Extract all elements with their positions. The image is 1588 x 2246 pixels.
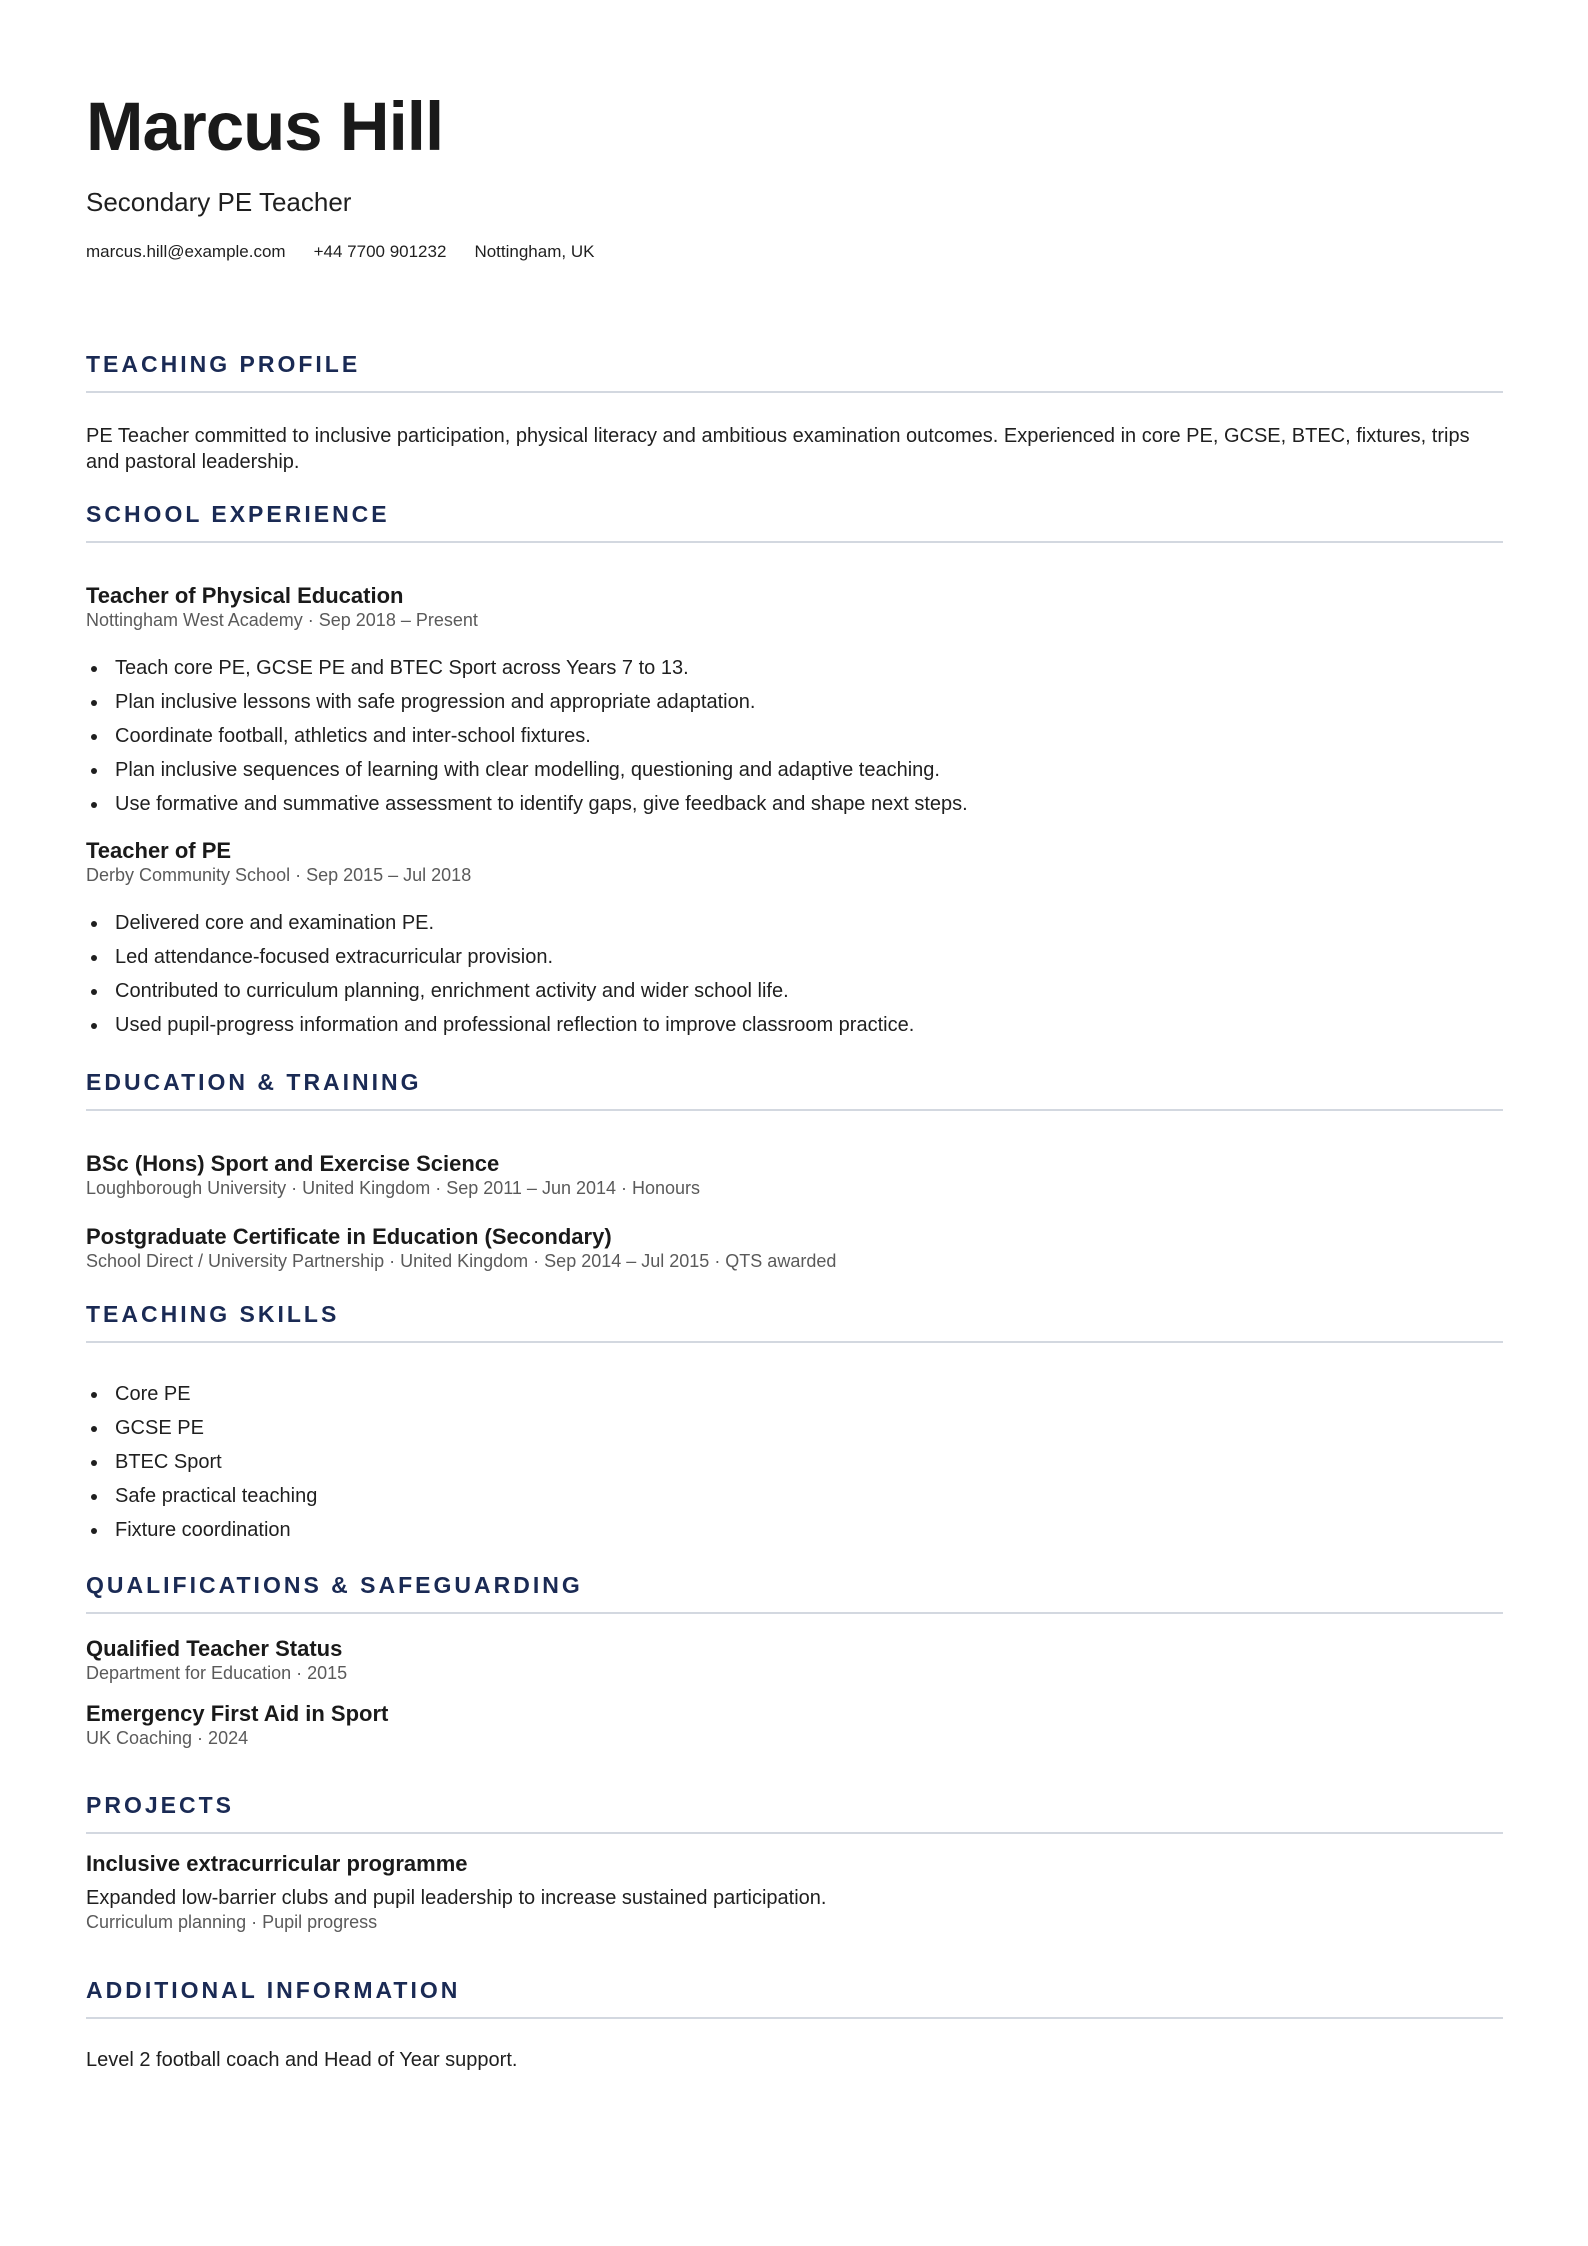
job-title: Teacher of Physical Education (86, 583, 404, 609)
qualification-entry (86, 1701, 1503, 1749)
qualification-title: Qualified Teacher Status (86, 1636, 343, 1662)
project-entry (86, 1851, 1503, 1933)
job-entry (86, 838, 1503, 1042)
contact-email[interactable]: marcus.hill@example.com (86, 242, 286, 262)
section-additional-information (86, 1977, 1503, 2073)
education-entry (86, 1224, 1503, 1272)
section-qualifications (86, 1572, 1503, 1749)
list-item: Teach core PE, GCSE PE and BTEC Sport across Years 7 to 13. (115, 651, 1503, 685)
project-meta: Curriculum planning · Pupil progress (86, 1912, 378, 1933)
degree-title: BSc (Hons) Sport and Exercise Science (86, 1151, 500, 1177)
profile-summary: PE Teacher committed to inclusive participation, physical literacy and ambitious examination outcomes. Experienced in core PE, GCSE, BTEC, fixtures, trips and pastoral leadership. (86, 425, 1470, 474)
contact-phone[interactable]: +44 7700 901232 (313, 242, 447, 262)
section-heading: SCHOOL EXPERIENCE (86, 501, 1503, 543)
section-heading: QUALIFICATIONS & SAFEGUARDING (86, 1572, 1503, 1614)
section-heading: TEACHING PROFILE (86, 351, 1503, 393)
list-item: Plan inclusive lessons with safe progression and appropriate adaptation. (115, 685, 1503, 719)
section-teaching-skills (86, 1301, 1503, 1547)
additional-text: Level 2 football coach and Head of Year support. (86, 2049, 518, 2072)
section-heading: TEACHING SKILLS (86, 1301, 1503, 1343)
skills-list (86, 1377, 1503, 1547)
qualification-entry (86, 1636, 1503, 1684)
job-bullets (86, 651, 1503, 821)
job-entry (86, 583, 1503, 821)
list-item: Delivered core and examination PE. (115, 906, 1503, 940)
job-meta: Derby Community School · Sep 2015 – Jul 2018 (86, 865, 472, 886)
resume-header (86, 88, 1503, 262)
section-teaching-profile (86, 351, 1503, 475)
section-education (86, 1069, 1503, 1272)
degree-meta: School Direct / University Partnership · United Kingdom · Sep 2014 – Jul 2015 · QTS awarded (86, 1251, 837, 1272)
degree-title: Postgraduate Certificate in Education (Secondary) (86, 1224, 612, 1250)
list-item: Led attendance-focused extracurricular provision. (115, 940, 1503, 974)
section-heading: PROJECTS (86, 1792, 1503, 1834)
education-entry (86, 1151, 1503, 1199)
section-heading: ADDITIONAL INFORMATION (86, 1977, 1503, 2019)
section-heading: EDUCATION & TRAINING (86, 1069, 1503, 1111)
job-title: Teacher of PE (86, 838, 232, 864)
project-title: Inclusive extracurricular programme (86, 1851, 468, 1877)
contact-row (86, 242, 1503, 262)
skill-item: BTEC Sport (115, 1445, 1503, 1479)
qualification-title: Emergency First Aid in Sport (86, 1701, 389, 1727)
section-projects (86, 1792, 1503, 1933)
qualification-meta: Department for Education · 2015 (86, 1663, 348, 1684)
degree-meta: Loughborough University · United Kingdom · Sep 2011 – Jun 2014 · Honours (86, 1178, 701, 1199)
skill-item: GCSE PE (115, 1411, 1503, 1445)
skill-item: Fixture coordination (115, 1513, 1503, 1547)
contact-location: Nottingham, UK (474, 242, 595, 262)
qualification-meta: UK Coaching · 2024 (86, 1728, 249, 1749)
skill-item: Safe practical teaching (115, 1479, 1503, 1513)
project-description: Expanded low-barrier clubs and pupil leadership to increase sustained participation. (86, 1887, 827, 1910)
skill-item: Core PE (115, 1377, 1503, 1411)
list-item: Use formative and summative assessment to identify gaps, give feedback and shape next steps. (115, 787, 1503, 821)
list-item: Used pupil-progress information and professional reflection to improve classroom practice. (115, 1008, 1503, 1042)
list-item: Contributed to curriculum planning, enrichment activity and wider school life. (115, 974, 1503, 1008)
candidate-name: Marcus Hill (86, 88, 444, 165)
list-item: Coordinate football, athletics and inter-school fixtures. (115, 719, 1503, 753)
list-item: Plan inclusive sequences of learning with clear modelling, questioning and adaptive teaching. (115, 753, 1503, 787)
section-school-experience (86, 501, 1503, 1042)
candidate-title: Secondary PE Teacher (86, 187, 352, 217)
job-meta: Nottingham West Academy · Sep 2018 – Present (86, 610, 478, 631)
job-bullets (86, 906, 1503, 1042)
